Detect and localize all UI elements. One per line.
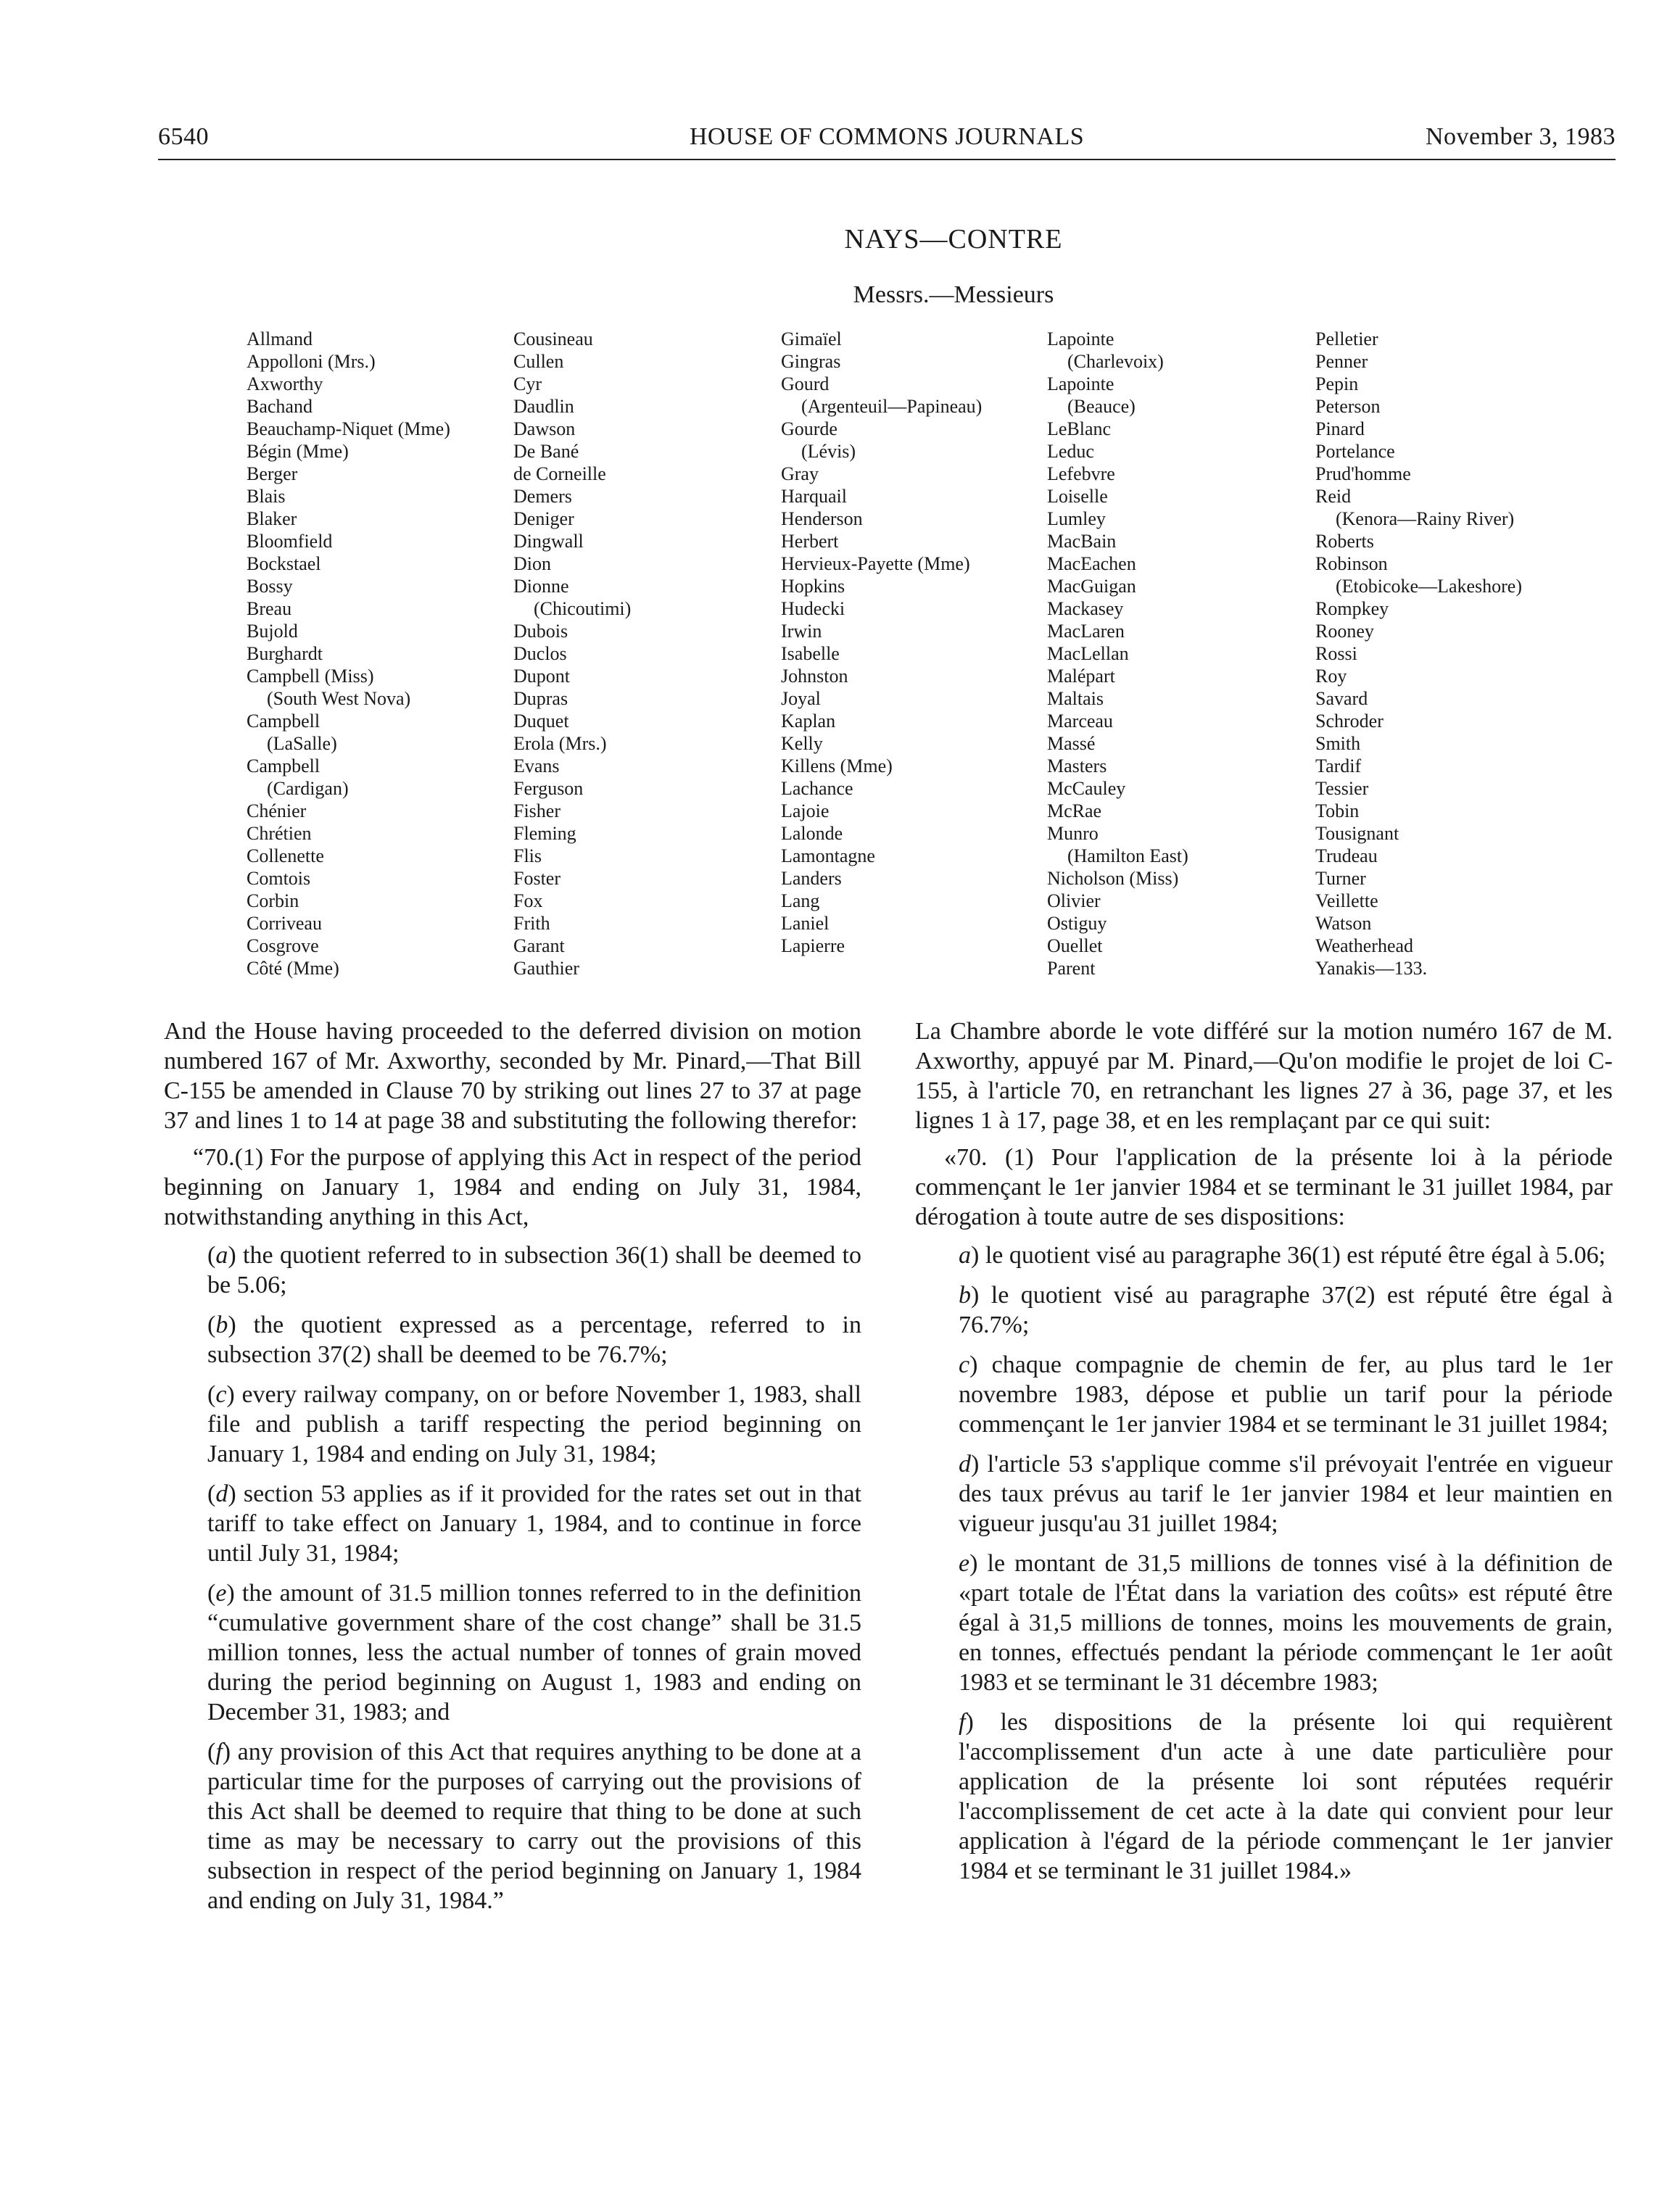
header-rule — [158, 159, 1616, 160]
member-name: (Cardigan) — [267, 778, 349, 799]
item-text: any provision of this Act that requires anything to be done at a particular time for the purposes of carrying out the provisions of this Act shall be deemed to require that thing to be done at such time as may be necessary to carry out the provisions of this subsection in respect of the period beginning on January 1, 1984 and ending on July 31, 1984.” — [207, 1739, 861, 1914]
member-name: Duclos — [513, 643, 567, 664]
member-name: Gourd — [781, 373, 830, 394]
member-name: Robinson — [1315, 553, 1388, 574]
item-text: l'article 53 s'applique comme s'il prévoyait l'entrée en vigueur des taux prévus au tarif le 1er janvier 1984 et leur maintien en vigueur jusqu'au 31 juillet 1984; — [959, 1451, 1613, 1537]
member-name: Côté (Mme) — [247, 958, 339, 979]
item-label: (f) — [207, 1739, 238, 1765]
item-text: section 53 applies as if it provided for the rates set out in that tariff to take effect on January 1, 1984, and to continue in force until July 31, 1984; — [207, 1480, 861, 1567]
member-name: Tobin — [1315, 800, 1360, 821]
member-name: Loiselle — [1047, 486, 1108, 507]
member-name: Garant — [513, 935, 565, 956]
member-name: Leduc — [1047, 441, 1094, 462]
english-item-f — [164, 1737, 861, 1915]
member-name: Lapointe — [1047, 328, 1114, 349]
member-name: Ferguson — [513, 778, 584, 799]
member-name: McCauley — [1047, 778, 1126, 799]
member-name: Bossy — [247, 576, 293, 597]
member-name: Munro — [1047, 823, 1099, 844]
english-items — [164, 1240, 861, 1915]
member-name: Chénier — [247, 800, 307, 821]
member-name: Roy — [1315, 666, 1347, 687]
member-name: Lalonde — [781, 823, 843, 844]
member-name: Duquet — [513, 711, 569, 732]
member-name: Massé — [1047, 733, 1096, 754]
member-name: Kaplan — [781, 711, 836, 732]
member-name: (Lévis) — [801, 441, 856, 462]
member-name: Cosgrove — [247, 935, 319, 956]
names-column-4 — [1047, 328, 1188, 979]
member-name: (Etobicoke—Lakeshore) — [1336, 576, 1523, 597]
member-name: Smith — [1315, 733, 1361, 754]
member-name: Cousineau — [513, 328, 593, 349]
member-name: Cullen — [513, 351, 564, 372]
member-name: Trudeau — [1315, 845, 1378, 866]
member-name: Chrétien — [247, 823, 312, 844]
member-name: Blaker — [247, 508, 297, 529]
item-text: le quotient visé au paragraphe 36(1) est réputé être égal à 5.06; — [985, 1242, 1606, 1269]
member-name: Gourde — [781, 418, 838, 439]
member-name: Killens (Mme) — [781, 755, 893, 776]
member-name: (Hamilton East) — [1067, 845, 1188, 866]
member-name: Irwin — [781, 621, 822, 642]
member-name: Hervieux-Payette (Mme) — [781, 553, 970, 574]
item-text: the amount of 31.5 million tonnes referred to in the definition “cumulative government share of the cost change” shall be 31.5 million tonnes, less the actual number of tonnes of grain moved during the period beginning on August 1, 1983 and ending on December 31, 1983; and — [207, 1580, 861, 1726]
member-name: Breau — [247, 598, 292, 619]
member-name: Schroder — [1315, 711, 1384, 732]
member-name: Harquail — [781, 486, 847, 507]
member-name: Erola (Mrs.) — [513, 733, 607, 754]
member-name: Roberts — [1315, 531, 1374, 552]
french-item-c — [915, 1350, 1613, 1439]
member-name: Penner — [1315, 351, 1368, 372]
member-name: Dawson — [513, 418, 576, 439]
member-name: Dupont — [513, 666, 570, 687]
member-name: Watson — [1315, 913, 1372, 934]
member-name: Prud'homme — [1315, 463, 1411, 484]
item-text: le montant de 31,5 millions de tonnes visé à la définition de «part totale de l'État dans la variation des coûts» est réputé être égal à 31,5 millions de tonnes, moins les mouvements de grain, en tonnes, effectués pendant la période commençant le 1er août 1983 et se terminant le 31 décembre 1983; — [959, 1550, 1613, 1696]
member-name: Henderson — [781, 508, 863, 529]
names-column-5 — [1315, 328, 1522, 979]
member-name: (Chicoutimi) — [534, 598, 632, 619]
item-label: a) — [959, 1242, 985, 1269]
member-name: Pepin — [1315, 373, 1359, 394]
member-name: de Corneille — [513, 463, 606, 484]
english-item-d — [164, 1479, 861, 1568]
member-name: Lumley — [1047, 508, 1106, 529]
member-name: Comtois — [247, 868, 311, 889]
member-name: Tousignant — [1315, 823, 1399, 844]
member-name: Daudlin — [513, 396, 574, 417]
member-name: Berger — [247, 463, 298, 484]
member-name: Marceau — [1047, 711, 1113, 732]
item-label: b) — [959, 1282, 991, 1309]
member-name: Campbell — [247, 755, 320, 776]
member-name: Bloomfield — [247, 531, 333, 552]
division-subtitle: Messrs.—Messieurs — [853, 281, 1054, 308]
member-name: Pelletier — [1315, 328, 1378, 349]
member-name: Dupras — [513, 688, 568, 709]
member-name: MacEachen — [1047, 553, 1136, 574]
member-name: Peterson — [1315, 396, 1381, 417]
french-item-d — [915, 1449, 1613, 1538]
member-name: Lajoie — [781, 800, 830, 821]
item-text: le quotient visé au paragraphe 37(2) est réputé être égal à 76.7%; — [959, 1282, 1613, 1338]
member-name: Savard — [1315, 688, 1368, 709]
english-item-a — [164, 1240, 861, 1300]
page-number: 6540 — [158, 123, 209, 150]
member-name: Hopkins — [781, 576, 845, 597]
member-name: MacBain — [1047, 531, 1117, 552]
member-name: Fleming — [513, 823, 576, 844]
member-name: Lachance — [781, 778, 853, 799]
item-label: (d) — [207, 1480, 244, 1507]
member-name: Corbin — [247, 890, 299, 911]
item-label: c) — [959, 1351, 992, 1378]
english-quote: “70.(1) For the purpose of applying this Act in respect of the period beginning on January 1, 1984 and ending on July 31, 1984, notwithstanding anything in this Act, — [164, 1144, 861, 1230]
member-name: Deniger — [513, 508, 574, 529]
member-name: Lamontagne — [781, 845, 875, 866]
french-items — [915, 1240, 1613, 1886]
english-column — [164, 1016, 861, 1926]
item-label: (a) — [207, 1242, 244, 1269]
member-name: Gimaïel — [781, 328, 842, 349]
english-item-b — [164, 1310, 861, 1370]
member-name: Portelance — [1315, 441, 1395, 462]
member-name: Bégin (Mme) — [247, 441, 349, 462]
member-name: Lefebvre — [1047, 463, 1115, 484]
item-label: f) — [959, 1709, 1001, 1736]
member-name: Dingwall — [513, 531, 584, 552]
member-name: Bujold — [247, 621, 298, 642]
member-name: (LaSalle) — [267, 733, 337, 754]
item-label: (b) — [207, 1312, 254, 1338]
member-name: Joyal — [781, 688, 821, 709]
member-name: Gingras — [781, 351, 841, 372]
member-name: Johnston — [781, 666, 848, 687]
member-name: LeBlanc — [1047, 418, 1112, 439]
member-name: Rossi — [1315, 643, 1357, 664]
member-name: Lapointe — [1047, 373, 1114, 394]
member-name: Mackasey — [1047, 598, 1124, 619]
member-name: Nicholson (Miss) — [1047, 868, 1179, 889]
member-name: Blais — [247, 486, 286, 507]
member-name: Foster — [513, 868, 561, 889]
member-name: Gauthier — [513, 958, 579, 979]
member-name: Gray — [781, 463, 819, 484]
member-name: Burghardt — [247, 643, 323, 664]
member-name: Fox — [513, 890, 543, 911]
member-name: Collenette — [247, 845, 324, 866]
member-name: (Argenteuil—Papineau) — [801, 396, 983, 417]
member-name: De Bané — [513, 441, 579, 462]
member-name: Tardif — [1315, 755, 1362, 776]
names-column-1 — [247, 328, 450, 979]
french-intro: La Chambre aborde le vote différé sur la motion numéro 167 de M. Axworthy, appuyé par M. Pinard,—Qu'on modifie le projet de loi C-155, à l'article 70, en retranchant les lignes 27 à 36, page 37, et les lignes 1 à 17, page 38, et en les remplaçant par ce qui suit: — [915, 1018, 1613, 1134]
member-name: Isabelle — [781, 643, 840, 664]
english-intro: And the House having proceeded to the deferred division on motion numbered 167 of Mr. Axworthy, seconded by Mr. Pinard,—That Bill C-155 be amended in Clause 70 by striking out lines 27 to 37 at page 37 and lines 1 to 14 at page 38 and substituting the following therefor: — [164, 1018, 861, 1134]
member-name: Bachand — [247, 396, 313, 417]
member-name: Reid — [1315, 486, 1352, 507]
member-name: Olivier — [1047, 890, 1101, 911]
member-name: Dionne — [513, 576, 569, 597]
english-item-e — [164, 1578, 861, 1727]
member-name: Turner — [1315, 868, 1366, 889]
english-item-c — [164, 1380, 861, 1469]
member-name: Hudecki — [781, 598, 845, 619]
member-name: Evans — [513, 755, 560, 776]
member-name: Bockstael — [247, 553, 321, 574]
names-column-2 — [513, 328, 631, 979]
member-name: Landers — [781, 868, 842, 889]
member-name: Beauchamp-Niquet (Mme) — [247, 418, 450, 439]
member-name: Demers — [513, 486, 572, 507]
member-name: Allmand — [247, 328, 313, 349]
member-name: MacGuigan — [1047, 576, 1136, 597]
french-item-b — [915, 1280, 1613, 1340]
names-column-3 — [781, 328, 982, 957]
member-name: Rompkey — [1315, 598, 1389, 619]
page-header — [158, 123, 1616, 160]
member-name: Campbell — [247, 711, 320, 732]
item-label: (e) — [207, 1580, 242, 1607]
member-name: (Beauce) — [1067, 396, 1136, 417]
french-item-f — [915, 1707, 1613, 1886]
member-name: Frith — [513, 913, 550, 934]
item-text: the quotient expressed as a percentage, referred to in subsection 37(2) shall be deemed to be 76.7%; — [207, 1312, 861, 1368]
member-name: Kelly — [781, 733, 823, 754]
item-label: e) — [959, 1550, 988, 1577]
member-name: Fisher — [513, 800, 561, 821]
item-text: every railway company, on or before November 1, 1983, shall file and publish a tariff respecting the period beginning on January 1, 1984 and ending on July 31, 1984; — [207, 1381, 861, 1467]
item-label: (c) — [207, 1381, 242, 1408]
member-name: Axworthy — [247, 373, 323, 394]
member-name: Dubois — [513, 621, 568, 642]
member-name: Cyr — [513, 373, 542, 394]
member-name: Laniel — [781, 913, 830, 934]
member-name: Veillette — [1315, 890, 1378, 911]
member-name: MacLaren — [1047, 621, 1125, 642]
item-label: d) — [959, 1451, 988, 1478]
member-name: Ostiguy — [1047, 913, 1107, 934]
page-date: November 3, 1983 — [1425, 123, 1616, 150]
member-name: Ouellet — [1047, 935, 1103, 956]
member-name: Pinard — [1315, 418, 1365, 439]
french-column — [915, 1016, 1613, 1896]
member-name: Maltais — [1047, 688, 1104, 709]
member-name: Herbert — [781, 531, 839, 552]
member-name: Campbell (Miss) — [247, 666, 374, 687]
member-name: (South West Nova) — [267, 688, 411, 709]
member-name: (Kenora—Rainy River) — [1336, 508, 1515, 529]
member-name: Rooney — [1315, 621, 1374, 642]
french-item-a — [915, 1240, 1613, 1270]
member-name: Weatherhead — [1315, 935, 1414, 956]
member-name: Lapierre — [781, 935, 845, 956]
item-text: les dispositions de la présente loi qui requièrent l'accomplissement d'un acte à une date particulière pour application de la présente loi sont réputées requérir l'accomplissement de cet acte à la date qui convient pour leur application à l'égard de la période commençant le 1er janvier 1984 et se terminant le 31 juillet 1984.» — [959, 1709, 1613, 1884]
member-name: Malépart — [1047, 666, 1115, 687]
member-name: Tessier — [1315, 778, 1369, 799]
item-text: chaque compagnie de chemin de fer, au plus tard le 1er novembre 1983, dépose et publie un tarif pour la période commençant le 1er janvier 1984 et se terminant le 31 juillet 1984; — [959, 1351, 1613, 1438]
journal-title: HOUSE OF COMMONS JOURNALS — [689, 123, 1085, 150]
division-title: NAYS—CONTRE — [844, 224, 1063, 254]
member-name: Flis — [513, 845, 542, 866]
member-name: McRae — [1047, 800, 1102, 821]
member-name: Masters — [1047, 755, 1107, 776]
member-name: Dion — [513, 553, 551, 574]
member-name: Yanakis—133. — [1315, 958, 1428, 979]
french-quote: «70. (1) Pour l'application de la présente loi à la période commençant le 1er janvier 1984 et se terminant le 31 juillet 1984, par dérogation à toute autre de ses dispositions: — [915, 1144, 1613, 1230]
member-name: Lang — [781, 890, 820, 911]
member-name: (Charlevoix) — [1067, 351, 1164, 372]
member-name: Parent — [1047, 958, 1096, 979]
member-name: MacLellan — [1047, 643, 1129, 664]
member-name: Appolloni (Mrs.) — [247, 351, 376, 372]
item-text: the quotient referred to in subsection 36(1) shall be deemed to be 5.06; — [207, 1242, 861, 1298]
member-name: Corriveau — [247, 913, 322, 934]
french-item-e — [915, 1549, 1613, 1697]
